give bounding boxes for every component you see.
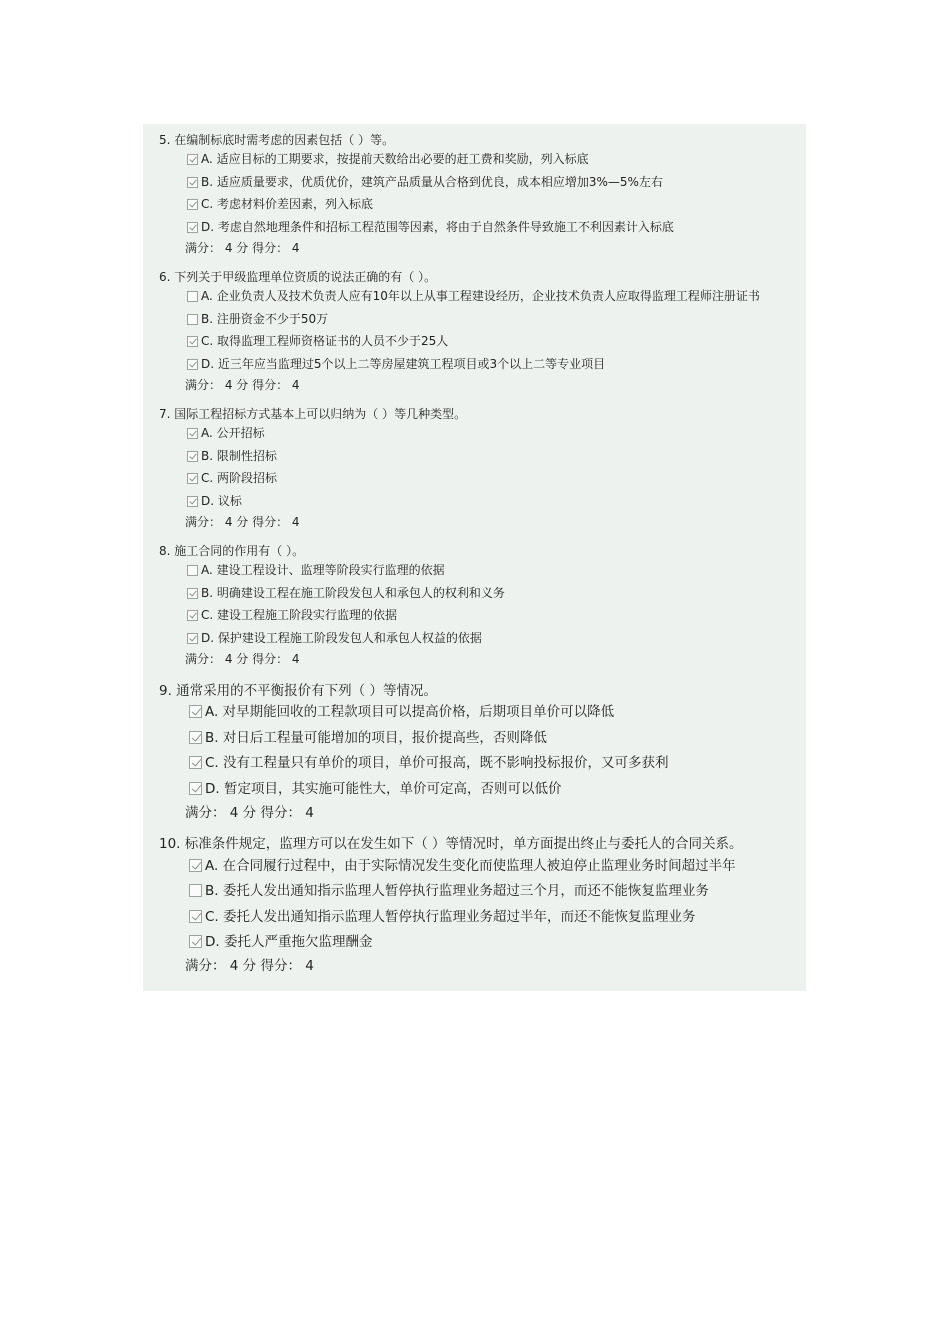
option-a[interactable] <box>187 425 265 441</box>
option-label: A. 企业负责人及技术负责人应有10年以上从事工程建设经历，企业技术负责人应取得监理工程师注册证书 <box>201 289 760 303</box>
option-b[interactable] <box>187 174 663 190</box>
checkbox-checked-icon[interactable] <box>189 782 202 795</box>
question-title: 8. 施工合同的作用有（ ）。 <box>159 544 305 558</box>
option-label: A. 公开招标 <box>201 426 265 440</box>
checkbox-checked-icon[interactable] <box>187 428 198 439</box>
option-d[interactable] <box>187 493 242 509</box>
checkbox-checked-icon[interactable] <box>189 935 202 948</box>
quiz-panel <box>143 124 806 991</box>
option-label: C. 没有工程量只有单价的项目，单价可报高，既不影响投标报价，又可多获利 <box>205 755 669 771</box>
checkbox-checked-icon[interactable] <box>187 359 198 370</box>
score-line: 满分： 4 分 得分： 4 <box>185 805 314 821</box>
option-d[interactable] <box>187 630 482 646</box>
option-d[interactable] <box>187 219 674 235</box>
option-label: C. 考虑材料价差因素，列入标底 <box>201 197 374 211</box>
option-label: C. 建设工程施工阶段实行监理的依据 <box>201 608 398 622</box>
score-line: 满分： 4 分 得分： 4 <box>185 652 300 666</box>
option-label: B. 委托人发出通知指示监理人暂停执行监理业务超过三个月，而还不能恢复监理业务 <box>205 883 709 899</box>
question-title: 6. 下列关于甲级监理单位资质的说法正确的有（ ）。 <box>159 270 437 284</box>
checkbox-checked-icon[interactable] <box>189 859 202 872</box>
option-label: B. 注册资金不少于50万 <box>201 312 329 326</box>
option-c[interactable] <box>187 470 277 486</box>
checkbox-checked-icon[interactable] <box>187 177 198 188</box>
option-label: D. 保护建设工程施工阶段发包人和承包人权益的依据 <box>201 631 482 645</box>
option-b[interactable] <box>187 311 328 327</box>
option-label: D. 委托人严重拖欠监理酬金 <box>205 934 373 950</box>
checkbox-empty-icon[interactable] <box>189 884 202 897</box>
option-label: A. 在合同履行过程中，由于实际情况发生变化而使监理人被迫停止监理业务时间超过半年 <box>205 858 736 874</box>
option-label: D. 近三年应当监理过5个以上二等房屋建筑工程项目或3个以上二等专业项目 <box>201 357 606 371</box>
checkbox-checked-icon[interactable] <box>187 451 198 462</box>
question-title: 7. 国际工程招标方式基本上可以归纳为（ ）等几种类型。 <box>159 407 467 421</box>
question-title: 10. 标准条件规定，监理方可以在发生如下（ ）等情况时，单方面提出终止与委托人的合同关系。 <box>159 836 743 852</box>
option-d[interactable] <box>189 933 372 951</box>
checkbox-checked-icon[interactable] <box>189 705 202 718</box>
option-b[interactable] <box>187 585 505 601</box>
checkbox-checked-icon[interactable] <box>189 910 202 923</box>
option-label: A. 建设工程设计、监理等阶段实行监理的依据 <box>201 563 445 577</box>
checkbox-checked-icon[interactable] <box>187 199 198 210</box>
score-line: 满分： 4 分 得分： 4 <box>185 958 314 974</box>
option-b[interactable] <box>187 448 277 464</box>
option-c[interactable] <box>189 754 669 772</box>
option-b[interactable] <box>189 729 547 747</box>
option-c[interactable] <box>187 333 448 349</box>
option-c[interactable] <box>189 908 696 926</box>
question-title: 9. 通常采用的不平衡报价有下列（ ）等情况。 <box>159 683 437 699</box>
checkbox-checked-icon[interactable] <box>187 633 198 644</box>
option-label: B. 适应质量要求，优质优价，建筑产品质量从合格到优良，成本相应增加3%—5%左右 <box>201 175 663 189</box>
option-a[interactable] <box>187 288 760 304</box>
option-label: D. 考虑自然地理条件和招标工程范围等因素，将由于自然条件导致施工不利因素计入标底 <box>201 220 674 234</box>
checkbox-checked-icon[interactable] <box>187 588 198 599</box>
option-label: C. 两阶段招标 <box>201 471 278 485</box>
option-label: B. 限制性招标 <box>201 449 277 463</box>
option-a[interactable] <box>189 703 614 721</box>
option-label: B. 对日后工程量可能增加的项目，报价提高些，否则降低 <box>205 730 547 746</box>
checkbox-empty-icon[interactable] <box>187 565 198 576</box>
checkbox-checked-icon[interactable] <box>187 496 198 507</box>
option-label: C. 取得监理工程师资格证书的人员不少于25人 <box>201 334 449 348</box>
checkbox-empty-icon[interactable] <box>187 314 198 325</box>
score-line: 满分： 4 分 得分： 4 <box>185 515 300 529</box>
option-label: A. 对早期能回收的工程款项目可以提高价格，后期项目单价可以降低 <box>205 704 615 720</box>
checkbox-checked-icon[interactable] <box>189 756 202 769</box>
option-a[interactable] <box>189 857 736 875</box>
checkbox-empty-icon[interactable] <box>187 291 198 302</box>
option-label: A. 适应目标的工期要求，按提前天数给出必要的赶工费和奖励，列入标底 <box>201 152 589 166</box>
checkbox-checked-icon[interactable] <box>187 222 198 233</box>
checkbox-checked-icon[interactable] <box>187 610 198 621</box>
option-c[interactable] <box>187 607 397 623</box>
checkbox-checked-icon[interactable] <box>187 154 198 165</box>
option-b[interactable] <box>189 882 709 900</box>
score-line: 满分： 4 分 得分： 4 <box>185 378 300 392</box>
score-line: 满分： 4 分 得分： 4 <box>185 241 300 255</box>
option-c[interactable] <box>187 196 373 212</box>
option-d[interactable] <box>187 356 605 372</box>
option-label: D. 暂定项目，其实施可能性大，单价可定高，否则可以低价 <box>205 781 562 797</box>
checkbox-checked-icon[interactable] <box>187 336 198 347</box>
option-label: D. 议标 <box>201 494 242 508</box>
option-label: C. 委托人发出通知指示监理人暂停执行监理业务超过半年，而还不能恢复监理业务 <box>205 909 696 925</box>
checkbox-checked-icon[interactable] <box>187 473 198 484</box>
option-a[interactable] <box>187 151 589 167</box>
option-label: B. 明确建设工程在施工阶段发包人和承包人的权利和义务 <box>201 586 505 600</box>
option-d[interactable] <box>189 780 561 798</box>
option-a[interactable] <box>187 562 445 578</box>
checkbox-checked-icon[interactable] <box>189 731 202 744</box>
question-title: 5. 在编制标底时需考虑的因素包括（ ）等。 <box>159 133 395 147</box>
